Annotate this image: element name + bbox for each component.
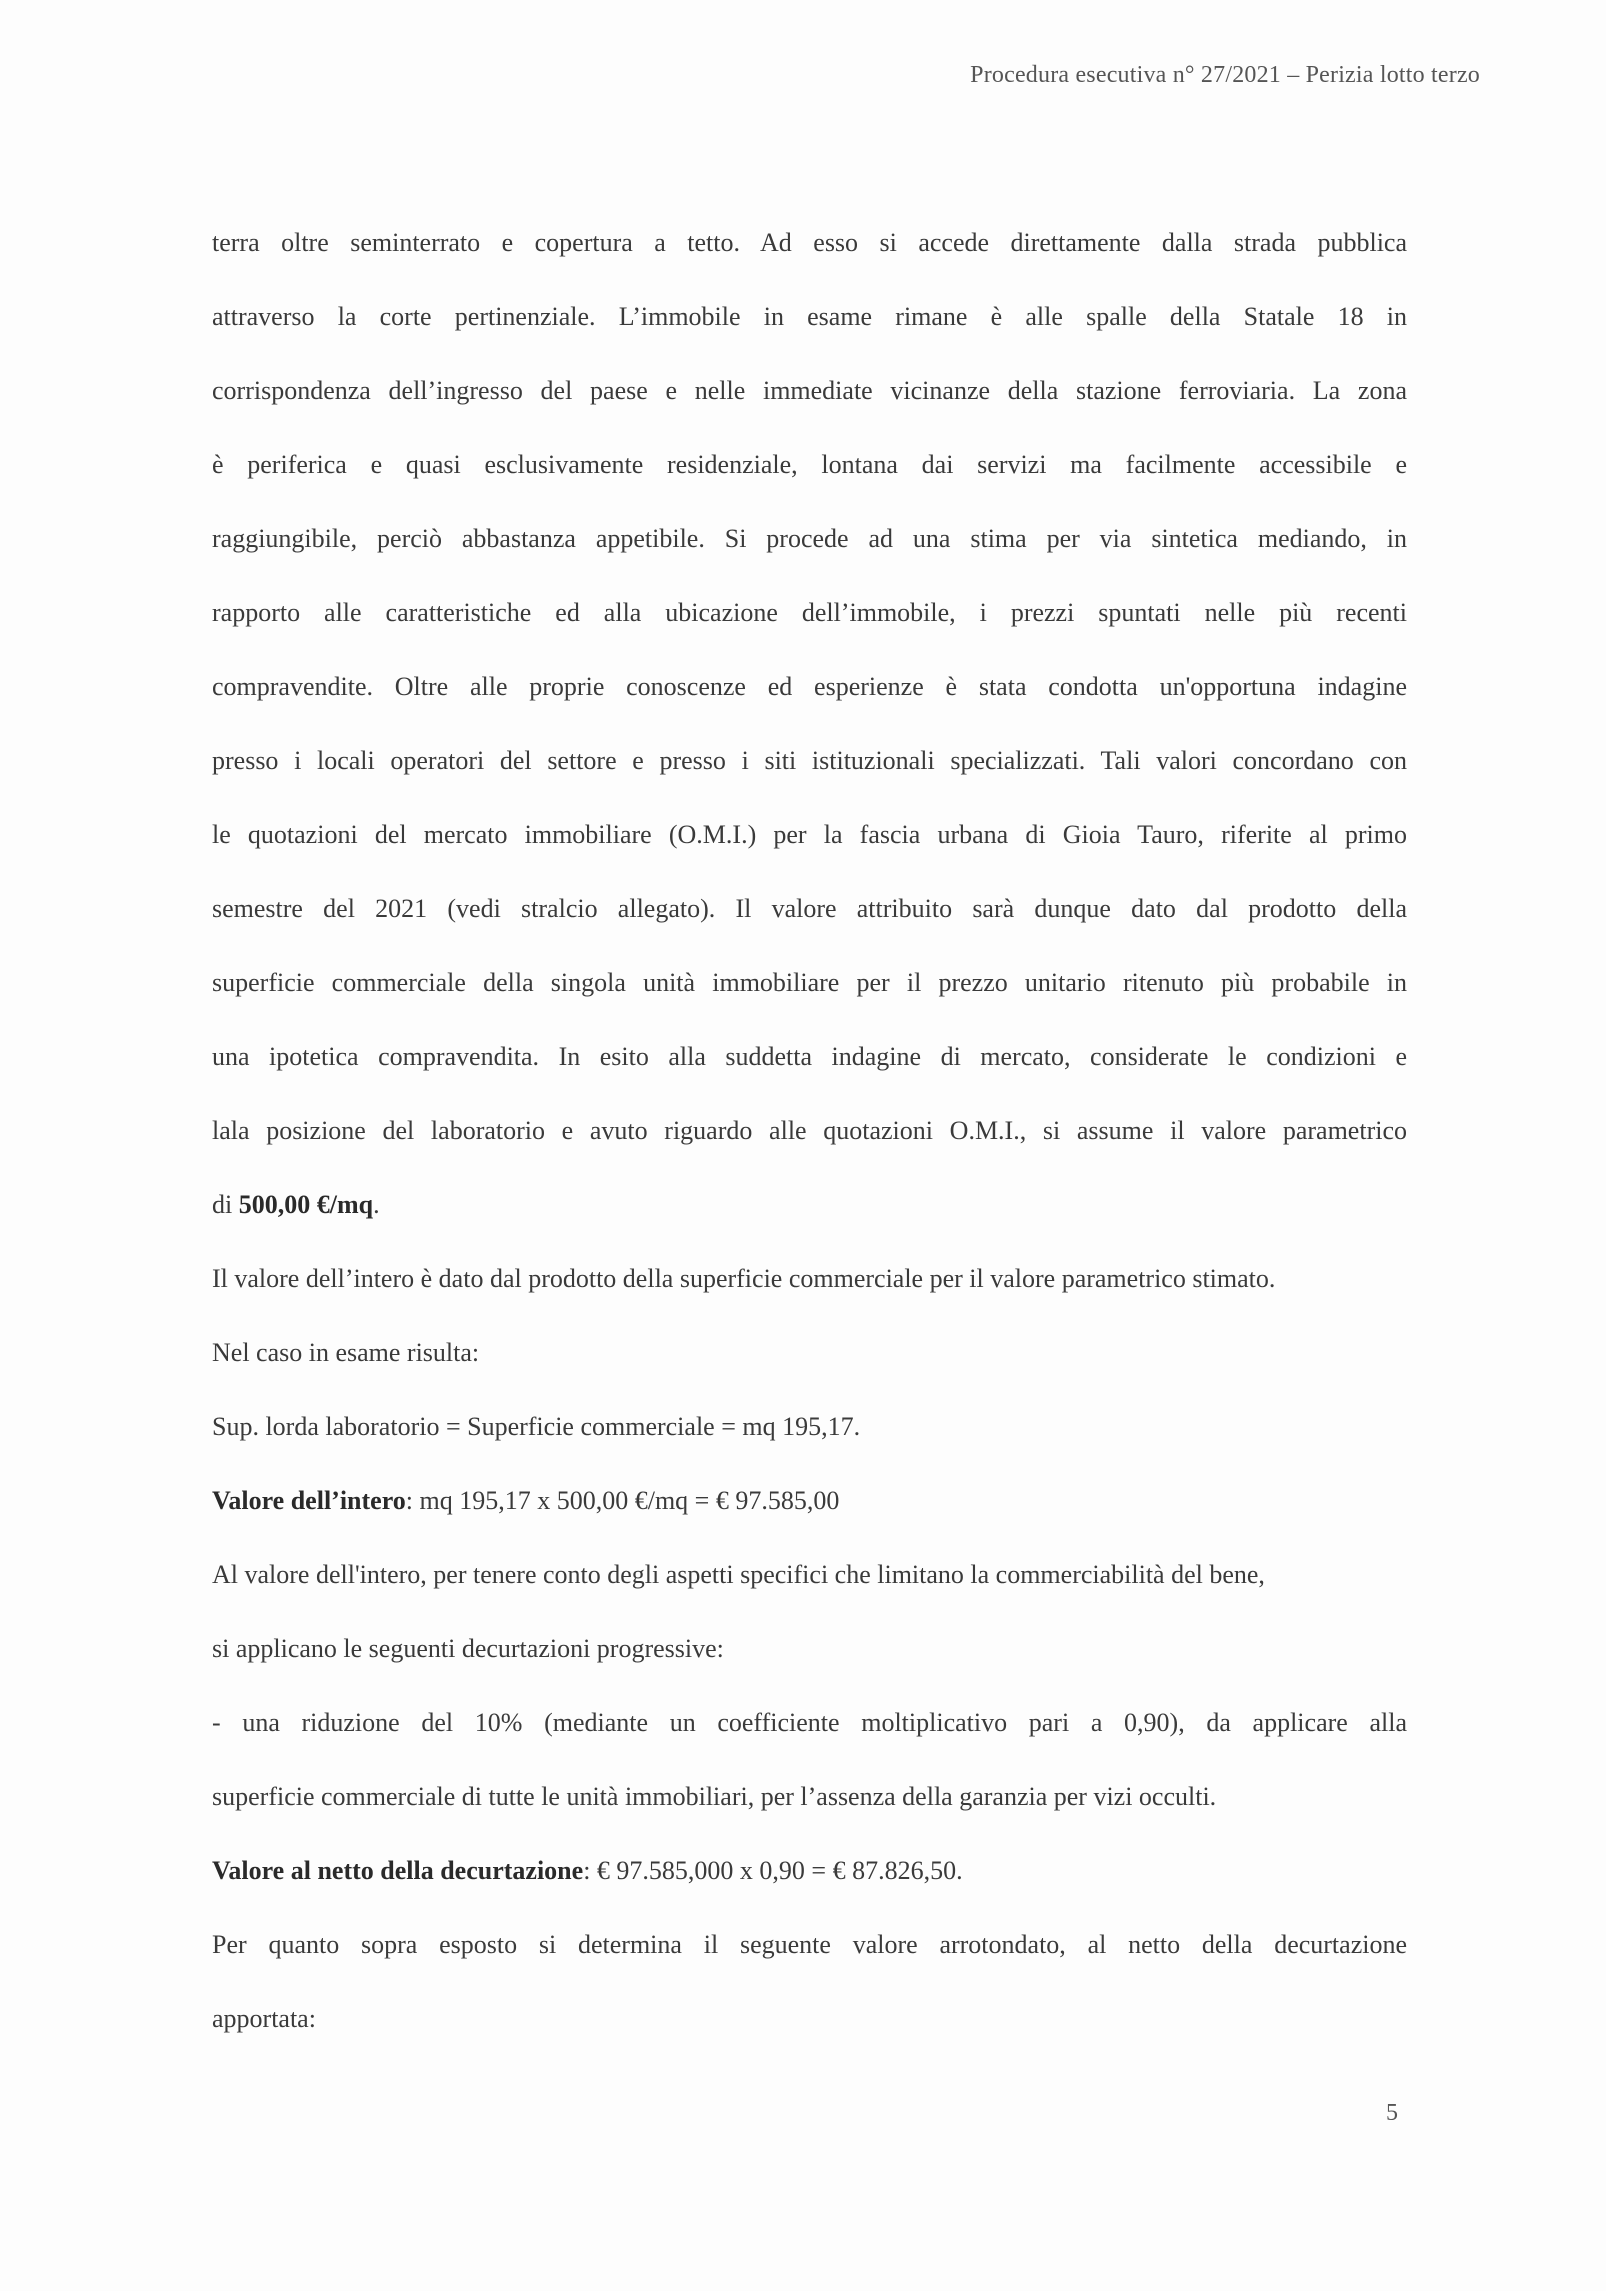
text-line: terra oltre seminterrato e copertura a tetto. Ad esso si accede direttamente dalla strada pubblica <box>212 228 1407 257</box>
paragraph-whole-value-definition: Il valore dell’intero è dato dal prodotto della superficie commerciale per il valore parametrico stimato. <box>212 1264 1276 1293</box>
text-line: Al valore dell'intero, per tenere conto degli aspetti specifici che limitano la commerciabilità del bene, <box>212 1560 1265 1589</box>
text-line: le quotazioni del mercato immobiliare (O.M.I.) per la fascia urbana di Gioia Tauro, riferite al primo <box>212 820 1407 849</box>
text-line: attraverso la corte pertinenziale. L’immobile in esame rimane è alle spalle della Statale 18 in <box>212 302 1407 331</box>
text-line: è periferica e quasi esclusivamente residenziale, lontana dai servizi ma facilmente accessibile e <box>212 450 1407 479</box>
paragraph-surface: Sup. lorda laboratorio = Superficie commerciale = mq 195,17. <box>212 1412 861 1441</box>
paragraph-case-intro: Nel caso in esame risulta: <box>212 1338 480 1367</box>
text-line: Per quanto sopra esposto si determina il seguente valore arrotondato, al netto della decurtazione <box>212 1930 1407 1959</box>
text-line: superficie commerciale della singola unità immobiliare per il prezzo unitario ritenuto più probabile in <box>212 968 1407 997</box>
text-fragment: . <box>373 1190 380 1219</box>
text-line: raggiungibile, perciò abbastanza appetibile. Si procede ad una stima per via sintetica mediando, in <box>212 524 1407 553</box>
text-line: superficie commerciale di tutte le unità immobiliari, per l’assenza della garanzia per vizi occulti. <box>212 1782 1217 1811</box>
paragraph-reductions-intro <box>212 1538 1407 1686</box>
text-line: semestre del 2021 (vedi stralcio allegato). Il valore attribuito sarà dunque dato dal prodotto della <box>212 894 1407 923</box>
text-line: apportata: <box>212 2004 316 2033</box>
parametric-value: 500,00 €/mq <box>238 1190 374 1219</box>
body-text <box>212 206 1407 2056</box>
text-line: - una riduzione del 10% (mediante un coefficiente moltiplicativo pari a 0,90), da applicare alla <box>212 1708 1407 1737</box>
text-line: compravendite. Oltre alle proprie conoscenze ed esperienze è stata condotta un'opportuna indagine <box>212 672 1407 701</box>
parametric-value-line <box>212 1168 1407 1242</box>
whole-value-calculation: : mq 195,17 x 500,00 €/mq = € 97.585,00 <box>405 1486 840 1515</box>
net-value-label: Valore al netto della decurtazione <box>212 1856 584 1885</box>
paragraph-conclusion <box>212 1908 1407 2056</box>
running-header: Procedura esecutiva n° 27/2021 – Perizia lotto terzo <box>970 62 1480 88</box>
page-number: 5 <box>1386 2100 1398 2126</box>
paragraph-valuation-method <box>212 206 1407 1242</box>
text-line: presso i locali operatori del settore e presso i siti istituzionali specializzati. Tali valori concordano con <box>212 746 1407 775</box>
paragraph-net-value <box>212 1834 1407 1908</box>
text-line: una ipotetica compravendita. In esito alla suddetta indagine di mercato, considerate le condizioni e <box>212 1042 1407 1071</box>
text-line: rapporto alle caratteristiche ed alla ubicazione dell’immobile, i prezzi spuntati nelle più recenti <box>212 598 1407 627</box>
text-line: lala posizione del laboratorio e avuto riguardo alle quotazioni O.M.I., si assume il valore parametrico <box>212 1116 1407 1145</box>
whole-value-label: Valore dell’intero <box>212 1486 406 1515</box>
text-fragment: di <box>212 1190 239 1219</box>
paragraph-whole-value <box>212 1464 1407 1538</box>
text-line: corrispondenza dell’ingresso del paese e nelle immediate vicinanze della stazione ferroviaria. La zona <box>212 376 1407 405</box>
text-line: si applicano le seguenti decurtazioni progressive: <box>212 1634 724 1663</box>
paragraph-reduction-item <box>212 1686 1407 1834</box>
net-value-calculation: : € 97.585,000 x 0,90 = € 87.826,50. <box>583 1856 963 1885</box>
